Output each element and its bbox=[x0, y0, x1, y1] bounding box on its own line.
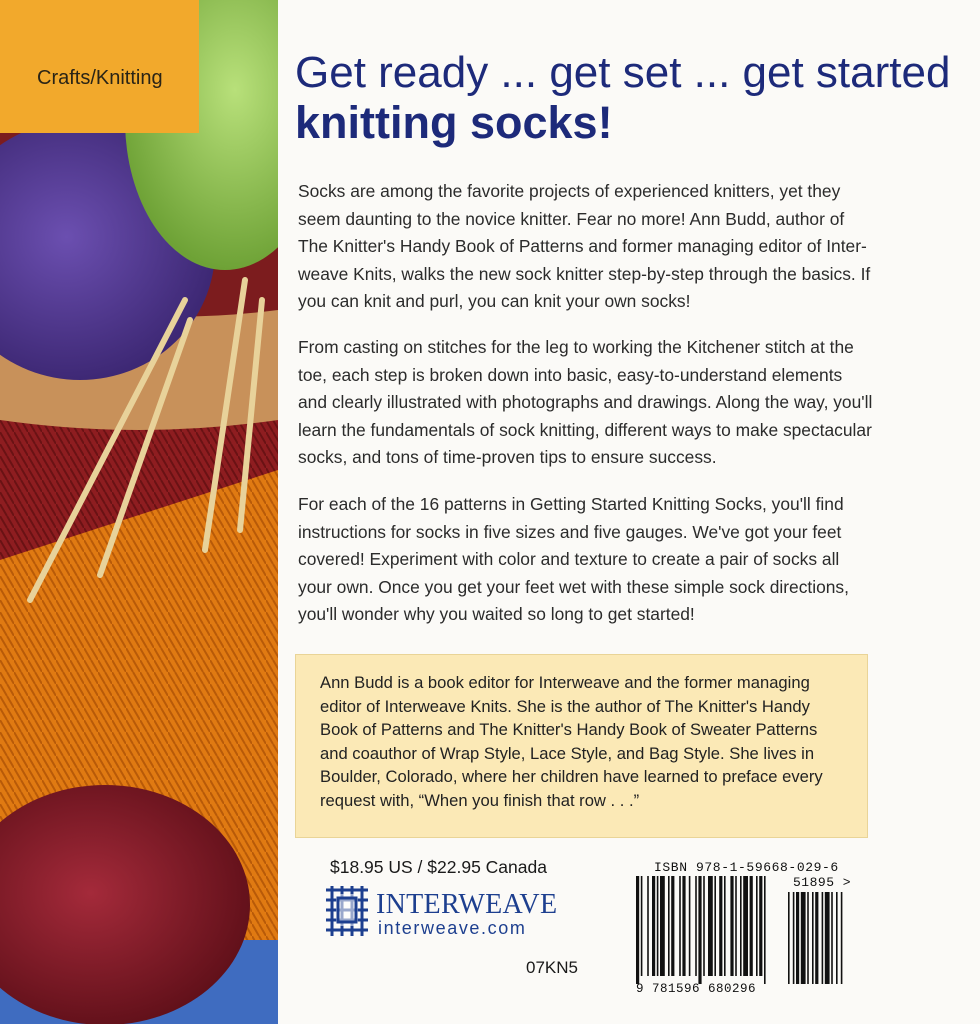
author-bio-text bbox=[320, 671, 860, 813]
barcode-bar bbox=[657, 876, 659, 976]
cover-photo bbox=[0, 0, 278, 1024]
barcode-bar bbox=[759, 876, 762, 976]
barcode-bar bbox=[636, 876, 639, 984]
headline-line-2: knitting socks! bbox=[295, 97, 613, 148]
description-paragraph-1 bbox=[298, 178, 888, 316]
barcode-bar bbox=[750, 876, 753, 976]
barcode-bar bbox=[764, 876, 766, 984]
barcode-addon-bar bbox=[801, 892, 806, 984]
text-line: and clearly illustrated with photographs and drawings. Along the way, you'll bbox=[298, 392, 873, 412]
author-bio-box bbox=[295, 654, 868, 838]
barcode-addon-bar bbox=[815, 892, 818, 984]
price: $18.95 US / $22.95 Canada bbox=[330, 857, 547, 877]
text-line: Ann Budd is a book editor for Interweave and the former managing bbox=[320, 673, 810, 692]
text-line: Boulder, Colorado, where her children have learned to preface every bbox=[320, 767, 823, 787]
barcode-addon-bar bbox=[788, 892, 790, 984]
text-line: weave Knits, walks the new sock knitter step-by-step through the basics. If bbox=[298, 263, 871, 284]
barcode-bar bbox=[740, 876, 742, 976]
barcode-bar bbox=[660, 876, 665, 976]
category-label: Crafts/Knitting bbox=[37, 67, 163, 89]
text-line: you'll wonder why you waited so long to get started! bbox=[298, 604, 695, 624]
text-line: your own. Once you get your feet wet with these simple sock directions, bbox=[298, 576, 849, 597]
barcode-bar bbox=[679, 876, 681, 976]
text-line: learn the fundamentals of sock knitting, different ways to make spectacular bbox=[298, 419, 872, 440]
barcode-bar bbox=[689, 876, 691, 976]
barcode-bar bbox=[735, 876, 737, 976]
barcode-bar bbox=[730, 876, 733, 976]
text-line: covered! Experiment with color and texture to create a pair of socks all bbox=[298, 549, 840, 569]
isbn-text: ISBN 978-1-59668-029-6 bbox=[654, 860, 839, 875]
barcode-addon-bar bbox=[812, 892, 814, 984]
product-code: 07KN5 bbox=[526, 958, 578, 977]
barcode-bar bbox=[641, 876, 643, 976]
text-line: From casting on stitches for the leg to working the Kitchener stitch at the bbox=[298, 337, 854, 357]
barcode-bar bbox=[703, 876, 705, 976]
barcode-addon-bar bbox=[822, 892, 824, 984]
barcode-bar bbox=[719, 876, 722, 976]
barcode-addon-bar bbox=[796, 892, 799, 984]
publisher-name: INTERWEAVE bbox=[376, 889, 558, 920]
text-line: Book of Patterns and The Knitter's Handy Book of Sweater Patterns bbox=[320, 720, 818, 740]
text-line: request with, “When you finish that row . . .” bbox=[320, 790, 640, 810]
description-paragraph-2 bbox=[298, 334, 888, 472]
barcode-bar bbox=[652, 876, 655, 976]
barcode-bar bbox=[647, 876, 649, 976]
headline-line-1: Get ready ... get set ... get started bbox=[295, 48, 951, 97]
barcode-bar bbox=[714, 876, 716, 976]
text-line: toe, each step is broken down into basic, easy-to-understand elements bbox=[298, 364, 843, 385]
description-paragraph-3 bbox=[298, 491, 888, 629]
text-line: you can knit and purl, you can knit your own socks! bbox=[298, 291, 691, 311]
publisher-url[interactable]: interweave.com bbox=[378, 918, 527, 938]
headline bbox=[295, 48, 951, 148]
barcode-addon-bar bbox=[841, 892, 843, 984]
text-line: and coauthor of Wrap Style, Lace Style, and Bag Style. She lives in bbox=[320, 743, 815, 763]
text-line: The Knitter's Handy Book of Patterns and former managing editor of Inter- bbox=[298, 236, 867, 256]
barcode-bar bbox=[682, 876, 685, 976]
yarn-needles-illustration bbox=[0, 0, 278, 1024]
barcode-addon-bar bbox=[825, 892, 830, 984]
barcode-addon-bar bbox=[831, 892, 833, 984]
text-line: editor of Interweave Knits. She is the author of The Knitter's Handy bbox=[320, 696, 810, 716]
barcode-addon-bar bbox=[807, 892, 809, 984]
ean-number: 9 781596 680296 bbox=[636, 982, 757, 996]
text-line: Socks are among the favorite projects of experienced knitters, yet they bbox=[298, 181, 841, 201]
barcode-addon-bar bbox=[836, 892, 838, 984]
barcode-addon-bar bbox=[793, 892, 795, 984]
barcode-bar bbox=[695, 876, 697, 976]
text-line: For each of the 16 patterns in Getting Started Knitting Socks, you'll find bbox=[298, 494, 844, 514]
price-addon-code: 51895 > bbox=[793, 875, 852, 890]
barcode-bar bbox=[708, 876, 713, 976]
text-line: instructions for socks in five sizes and five gauges. We've got your feet bbox=[298, 521, 842, 542]
barcode-bar bbox=[698, 876, 701, 984]
barcode-bar bbox=[756, 876, 758, 976]
barcode-icon bbox=[628, 870, 868, 1000]
text-line: seem daunting to the novice knitter. Fear no more! Ann Budd, author of bbox=[298, 208, 845, 229]
barcode-bar bbox=[724, 876, 726, 976]
barcode-bar bbox=[743, 876, 748, 976]
text-line: socks, and tons of time-proven tips to ensure success. bbox=[298, 447, 717, 467]
barcode-bar bbox=[671, 876, 674, 976]
category-tab bbox=[0, 0, 199, 133]
barcode-bar bbox=[668, 876, 670, 976]
